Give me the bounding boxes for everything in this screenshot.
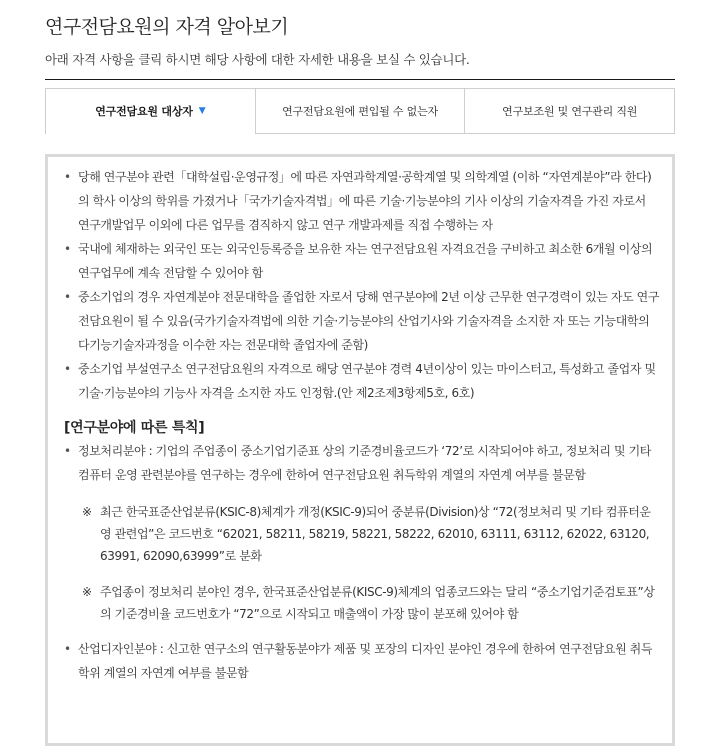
tab-ineligible[interactable] bbox=[255, 89, 465, 133]
tab-research-staff-eligible[interactable] bbox=[46, 89, 255, 134]
tab-label: 연구전담요원 대상자 bbox=[95, 105, 193, 118]
header-divider bbox=[45, 79, 675, 80]
note-item bbox=[64, 581, 660, 625]
list-item: • 당해 연구분야 관련「대학설립·운영규정」에 따른 자연과학계열·공학계열 및 의학계열 (이하 “자연계분야”라 한다)의 학사 이상의 학위를 가졌거나「국가기술자격법」에 따른 기술·기능분야의 기사 이상의 기술자격을 가진 자로서 연구개발업무 이외에 다른 업무를 겸직하지 않고 연구 개발과제를 직접 수행하는 자 bbox=[64, 165, 660, 237]
page-subtitle: 아래 자격 사항을 클릭 하시면 해당 사항에 대한 자세한 내용을 보실 수 있습니다. bbox=[45, 52, 470, 67]
caret-down-icon: ▼ bbox=[198, 106, 206, 116]
tab-label: 연구전담요원에 편입될 수 없는자 bbox=[282, 105, 438, 118]
note-item bbox=[64, 501, 660, 567]
list-item: • 산업디자인분야 : 신고한 연구소의 연구활동분야가 제품 및 포장의 디자인 분야인 경우에 한하여 연구전담요원 취득 학위 계열의 자연계 여부를 불문함 bbox=[64, 637, 660, 685]
qualification-tabs bbox=[45, 88, 675, 134]
tab-assistant-staff[interactable] bbox=[464, 89, 674, 133]
section-title: [연구분야에 따른 특칙] bbox=[64, 420, 205, 436]
list-item: • 정보처리분야 : 기업의 주업종이 중소기업기준표 상의 기준경비율코드가 ‘72’로 시작되어야 하고, 정보처리 및 기타컴퓨터 운영 관련분야를 연구하는 경우에 한하여 연구전담요원 취득학위 계열의 자연계 여부를 불문함 bbox=[64, 439, 660, 487]
note-text: 최근 한국표준산업분류(KSIC-8)체계가 개정(KSIC-9)되어 중분류(Division)상 “72(정보처리 및 기타 컴퓨터운영 관련업”은 코드번호 “62021, 58211, 58219, 58221, 58222, 62010, 63111, 63112, 62022, 63120, 63991, 62090,63999”로 분화 bbox=[100, 505, 651, 563]
note-mark-icon: ※ bbox=[82, 585, 92, 599]
list-item: • 국내에 체재하는 외국인 또는 외국인등록증을 보유한 자는 연구전담요원 자격요건을 구비하고 최소한 6개월 이상의 연구업무에 계속 전담할 수 있어야 함 bbox=[64, 237, 660, 285]
page-title: 연구전담요원의 자격 알아보기 bbox=[45, 16, 289, 38]
list-item: • 중소기업 부설연구소 연구전담요원의 자격으로 해당 연구분야 경력 4년이상이 있는 마이스터고, 특성화고 졸업자 및 기술·기능분야의 기능사 자격을 소지한 자도 인정함.(안 제2조제3항제5호, 6호) bbox=[64, 357, 660, 405]
tab-label: 연구보조원 및 연구관리 직원 bbox=[502, 105, 638, 118]
list-item: • 중소기업의 경우 자연계분야 전문대학을 졸업한 자로서 당해 연구분야에 2년 이상 근무한 연구경력이 있는 자도 연구전담요원이 될 수 있음(국가기술자격법에 의한 기술·기능분야의 산업기사와 기술자격을 소지한 자 또는 기능대학의 다기능기술자과정을 이수한 자는 전문대학 졸업자에 준함) bbox=[64, 285, 660, 357]
content-panel bbox=[45, 154, 675, 746]
note-text: 주업종이 정보처리 분야인 경우, 한국표준산업분류(KISC-9)체계의 업종코드와는 달리 “중소기업기준검토표”상의 기준경비율 코드번호가 “72”으로 시작되고 매출액이 가장 많이 분포해 있어야 함 bbox=[100, 585, 655, 621]
note-mark-icon: ※ bbox=[82, 505, 92, 519]
